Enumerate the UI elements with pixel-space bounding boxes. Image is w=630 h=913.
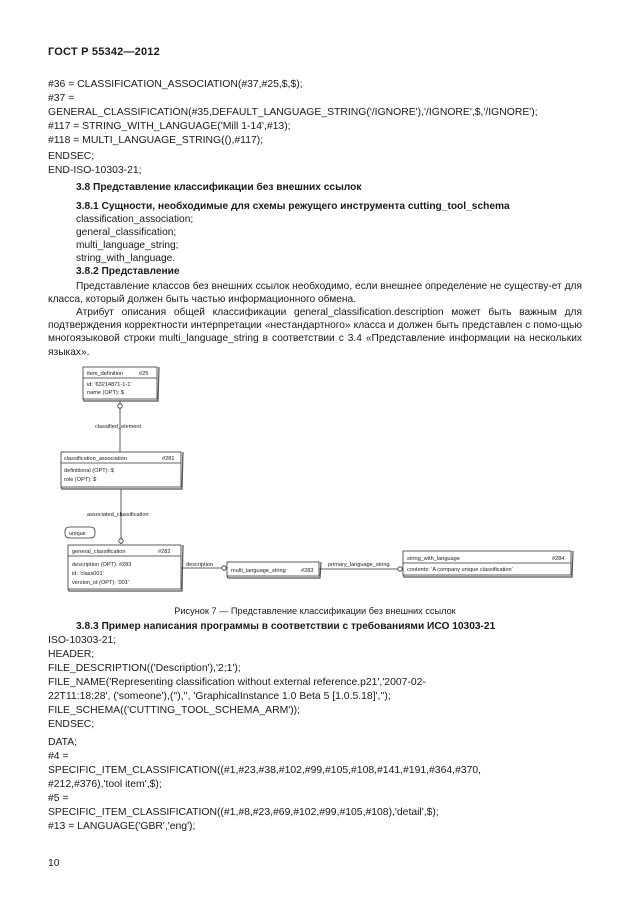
entity-name: classification_association — [64, 456, 127, 462]
section-heading-3-8-3: 3.8.3 Пример написания программы в соответствии с требованиями ИСО 10303-21 — [76, 621, 496, 632]
connector-end-circle — [119, 539, 123, 543]
code-line: ENDSEC; — [48, 151, 95, 162]
entity-attribute: contents: 'A company unique classification' — [407, 567, 513, 573]
entity-id: #282 — [158, 549, 171, 555]
figure-caption: Рисунок 7 — Представление классификации без внешних ссылок — [174, 606, 456, 616]
relation-label: description — [186, 562, 214, 568]
paragraph-text: Представление классов без внешних ссылок необходимо, если внешнее определение не существу-ет для класса, который должен быть частью информационного обмена. — [48, 281, 582, 306]
code-line: SPECIFIC_ITEM_CLASSIFICATION((#1,#23,#38,#102,#99,#105,#108,#141,#191,#364,#370, — [48, 765, 482, 776]
code-line: #5 = — [48, 793, 69, 804]
entity-list-item: multi_language_string; — [76, 240, 179, 251]
entity-list-item: general_classification; — [76, 227, 177, 238]
section-heading-3-8-2: 3.8.2 Представление — [76, 266, 180, 277]
code-line: GENERAL_CLASSIFICATION(#35,DEFAULT_LANGUAGE_STRING('/IGNORE'),'/IGNORE',$,'/IGNORE'); — [48, 107, 538, 118]
code-line: #118 = MULTI_LANGUAGE_STRING((),#117); — [48, 135, 264, 146]
entity-attribute: version_id (OPT): '001' — [72, 580, 129, 586]
code-line: #37 = — [48, 93, 75, 104]
code-line: ISO-10303-21; — [48, 635, 117, 646]
section-heading-3-8-1: 3.8.1 Сущности, необходимые для схемы режущего инструмента cutting_tool_schema — [76, 201, 510, 212]
entity-attribute: description (OPT): #283 — [72, 562, 132, 568]
unique-tag: unique — [69, 531, 86, 537]
relation-label: associated_classification — [87, 512, 149, 518]
entity-attribute: id: '63214871-1-1' — [87, 382, 132, 388]
code-line: FILE_NAME('Representing classification without external reference.p21','2007-02- — [48, 677, 426, 688]
entity-name: item_definition — [87, 371, 124, 377]
code-line: DATA; — [48, 737, 78, 748]
code-line: ENDSEC; — [48, 719, 95, 730]
relation-label: classified_element — [95, 424, 142, 430]
code-line: #36 = CLASSIFICATION_ASSOCIATION(#37,#25,$,$); — [48, 79, 303, 90]
entity-name: general_classification — [72, 549, 126, 555]
entity-id: #284 — [552, 556, 565, 562]
code-line: 22T11:18:28', ('someone'),(''),'', 'GraphicalInstance 1.0 Beta 5 [1.0.5.18]',''); — [48, 691, 391, 702]
section-heading-3-8: 3.8 Представление классификации без внешних ссылок — [76, 182, 362, 193]
code-line: SPECIFIC_ITEM_CLASSIFICATION((#1,#8,#23,#69,#102,#99,#105,#108),'detail',$); — [48, 807, 439, 818]
entity-id: #283 — [301, 568, 314, 574]
code-line: HEADER; — [48, 649, 95, 660]
entity-id: #25 — [139, 371, 149, 377]
connector-end-circle — [118, 404, 122, 408]
code-line: FILE_DESCRIPTION(('Description'),'2;1'); — [48, 663, 241, 674]
entity-name: string_with_language — [407, 556, 460, 562]
entity-list-item: string_with_language. — [76, 253, 176, 264]
code-line: #13 = LANGUAGE('GBR','eng'); — [48, 821, 196, 832]
code-line: END-ISO-10303-21; — [48, 165, 142, 176]
page-number: 10 — [48, 858, 60, 869]
connector-end-circle — [222, 566, 226, 570]
relation-label: primary_language_string — [328, 562, 390, 568]
entity-attribute: id: 'class001' — [72, 571, 104, 577]
code-line: #4 = — [48, 751, 69, 762]
entity-attribute: name (OPT): $ — [87, 390, 124, 396]
code-line: #117 = STRING_WITH_LANGUAGE('Mill 1-14',#13); — [48, 121, 291, 132]
connector-end-circle — [398, 567, 402, 571]
entity-name: multi_language_string — [231, 568, 286, 574]
entity-list-item: classification_association; — [76, 214, 194, 225]
entity-attribute: role (OPT): $ — [64, 477, 97, 483]
paragraph-text: Атрибут описания общей классификации general_classification.description может быть важным для подтверждения корректности интерпретации «нестандартного» класса и должен быть представлен с помо-щью многоязыковой строки multi_language_string в соответствии с 3.4 «Представление информации на нескольких языках». — [48, 307, 582, 358]
document-header: ГОСТ Р 55342—2012 — [48, 46, 160, 58]
entity-id: #281 — [162, 456, 175, 462]
code-line: #212,#376),'tool item',$); — [48, 779, 162, 790]
entity-attribute: definitional (OPT): $ — [64, 468, 114, 474]
code-line: FILE_SCHEMA(('CUTTING_TOOL_SCHEMA_ARM')); — [48, 705, 301, 716]
